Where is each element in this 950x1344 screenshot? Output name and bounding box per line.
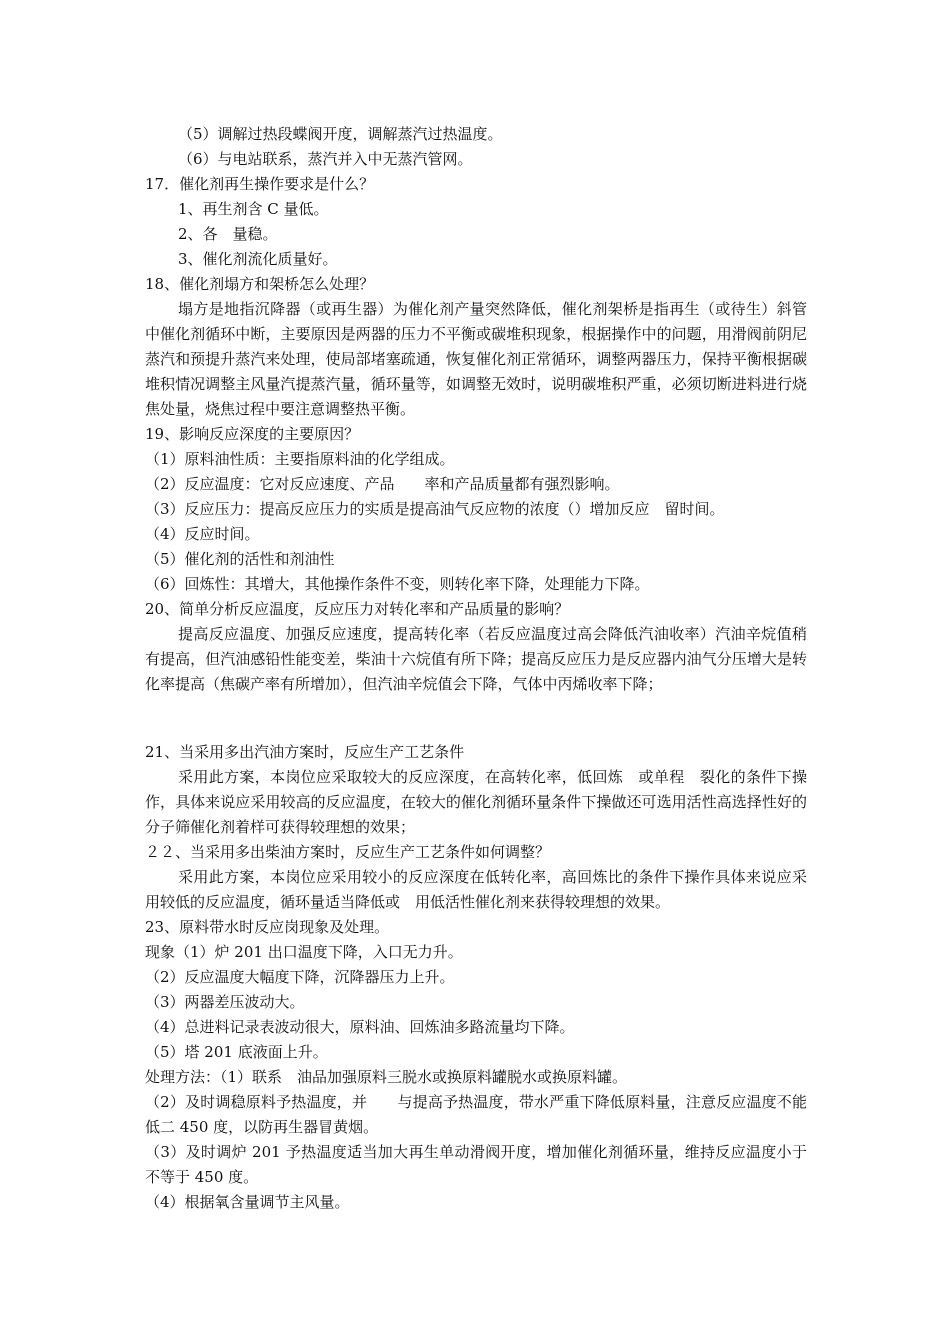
text-line: （5）塔 201 底液面上升。: [145, 1043, 328, 1061]
text-line: 现象（1）炉 201 出口温度下降，入口无力升。: [145, 943, 463, 961]
text-line: （6）与电站联系，蒸汽并入中无蒸汽管网。: [178, 150, 473, 168]
text-line: （3）两器差压波动大。: [145, 993, 305, 1011]
text-line: （3）反应压力：提高反应压力的实质是提高油气反应物的浓度（）增加反应 留时间。: [145, 500, 725, 518]
question-heading-19: 19、影响反应深度的主要原因？: [145, 425, 360, 443]
text-line: （5）催化剂的活性和剂油性: [145, 550, 335, 568]
paragraph-gap: [145, 697, 807, 740]
answer-paragraph-20: 提高反应温度、加强反应速度，提高转化率（若反应温度过高会降低汽油收率）汽油辛烷值稍有提高，但汽油感铅性能变差，柴油十六烷值有所下降；提高反应压力是反应器内油气分压增大是转化率提高（焦碳产率有所增加），但汽油辛烷值会下降，气体中丙烯收率下降；: [145, 625, 807, 693]
text-line: （5）调解过热段蝶阀开度，调解蒸汽过热温度。: [178, 125, 503, 143]
text-line: 3、催化剂流化质量好。: [178, 250, 338, 268]
text-line: （4）反应时间。: [145, 525, 260, 543]
text-line: （1）原料油性质：主要指原料油的化学组成。: [145, 450, 455, 468]
text-line: （4）总进料记录表波动很大，原料油、回炼油多路流量均下降。: [145, 1018, 575, 1036]
text-paragraph: （2）及时调稳原料予热温度，并 与提高予热温度，带水严重下降低原料量，注意反应温度不能低二 450 度，以防再生器冒黄烟。: [145, 1093, 807, 1136]
question-heading-23: 23、原料带水时反应岗现象及处理。: [145, 918, 390, 936]
text-line: （4）根据氧含量调节主风量。: [145, 1193, 350, 1211]
text-line: 1、再生剂含 C 量低。: [178, 200, 329, 218]
answer-paragraph-21: 采用此方案，本岗位应采取较大的反应深度，在高转化率，低回炼 或单程 裂化的条件下操作，具体来说应采用较高的反应温度，在较大的催化剂循环量条件下操做还可选用活性高选择性好的分子筛催化剂着样可获得较理想的效果；: [145, 768, 807, 836]
text-line: （2）反应温度：它对反应速度、产品 率和产品质量都有强烈影响。: [145, 475, 620, 493]
question-heading-21: 21、当采用多出汽油方案时，反应生产工艺条件: [145, 743, 465, 761]
text-line: 2、各 量稳。: [178, 225, 278, 243]
question-heading-17: 17．催化剂再生操作要求是什么？: [145, 175, 375, 193]
text-line: 处理方法：（1）联系 油品加强原料三脱水或换原料罐脱水或换原料罐。: [145, 1068, 628, 1086]
text-line: （6）回炼性：其增大，其他操作条件不变，则转化率下降，处理能力下降。: [145, 575, 650, 593]
document-body: [145, 122, 807, 1215]
text-paragraph: （3）及时调炉 201 予热温度适当加大再生单动滑阀开度，增加催化剂循环量，维持反应温度小于不等于 450 度。: [145, 1143, 807, 1186]
question-heading-22: ２２、当采用多出柴油方案时，反应生产工艺条件如何调整？: [145, 843, 551, 861]
question-heading-20: 20、简单分析反应温度，反应压力对转化率和产品质量的影响？: [145, 600, 570, 618]
answer-paragraph-18: 塌方是地指沉降器（或再生器）为催化剂产量突然降低，催化剂架桥是指再生（或待生）斜管中催化剂循环中断，主要原因是两器的压力不平衡或碳堆积现象，根据操作中的问题，用滑阀前阴尼蒸汽和预提升蒸汽来处理，使局部堵塞疏通，恢复催化剂正常循环，调整两器压力，保持平衡根据碳堆积情况调整主风量汽提蒸汽量，循环量等，如调整无效时，说明碳堆积严重，必须切断进料进行烧焦处量，烧焦过程中要注意调整热平衡。: [145, 300, 807, 418]
text-line: （2）反应温度大幅度下降，沉降器压力上升。: [145, 968, 455, 986]
question-heading-18: 18、催化剂塌方和架桥怎么处理？: [145, 275, 375, 293]
answer-paragraph-22: 采用此方案，本岗位应采用较小的反应深度在低转化率，高回炼比的条件下操作具体来说应采用较低的反应温度，循环量适当降低或 用低活性催化剂来获得较理想的效果。: [145, 868, 807, 911]
